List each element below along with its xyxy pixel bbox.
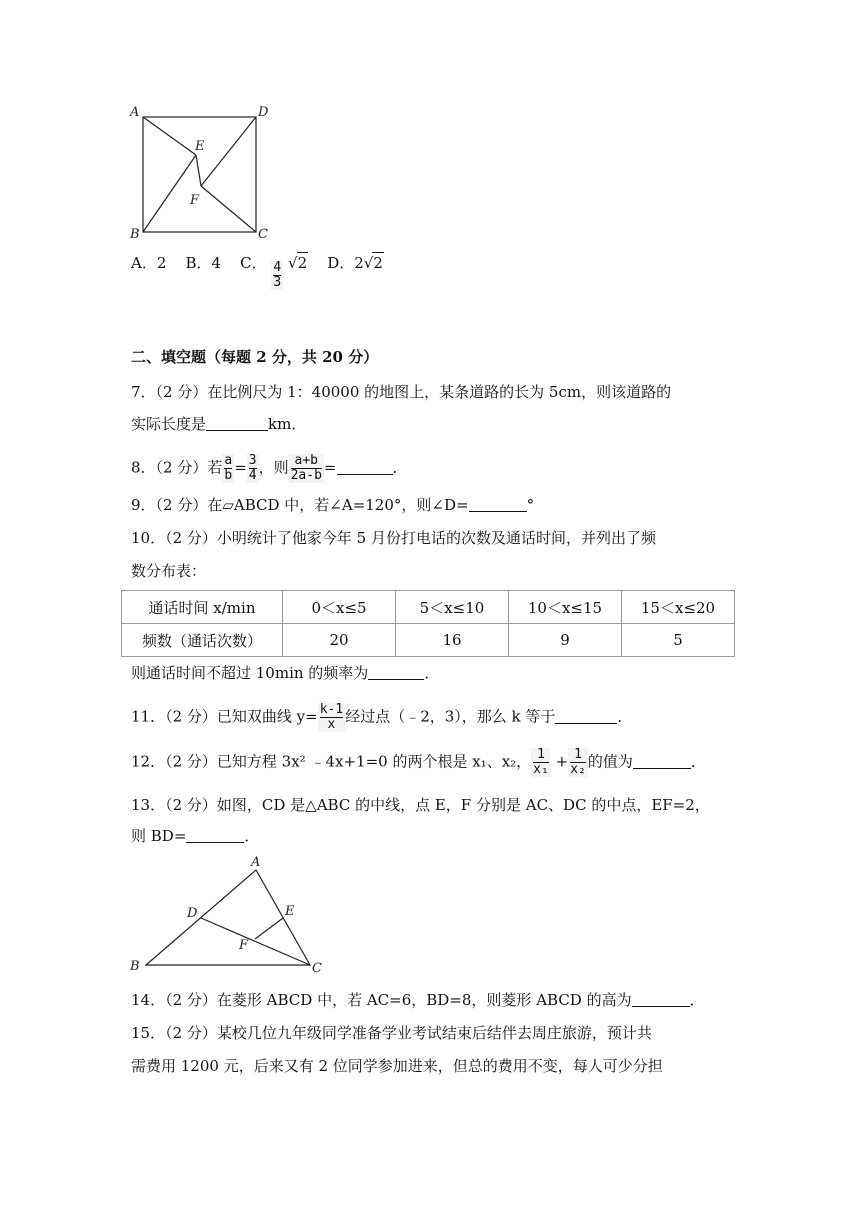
q12-post: ． — [690, 752, 706, 771]
triangle-figure — [125, 852, 335, 977]
table-cell: 9 — [509, 624, 622, 657]
q8-fraction-3-4 — [247, 454, 259, 483]
q8-prefix: 8．（2 分）若 — [131, 458, 223, 477]
fig2-label-e: E — [285, 904, 295, 919]
q12-f2-den: x₂ — [570, 762, 586, 777]
q10-after-post: ． — [424, 664, 440, 682]
table-cell: 10＜x≤15 — [509, 591, 622, 624]
q8-eq2: = — [323, 458, 337, 477]
q10-line1: 10．（2 分）小明统计了他家今年 5 月份打电话的次数及通话时间，并列出了频 — [131, 529, 656, 547]
frequency-table — [121, 590, 735, 657]
q6-options — [131, 252, 384, 290]
section-title: 二、填空题（每题 2 分，共 20 分） — [131, 348, 379, 366]
q13-line2 — [131, 826, 259, 846]
q12-line — [131, 748, 706, 777]
q8-fraction-target — [289, 454, 324, 483]
option-c-num: 4 — [273, 260, 282, 275]
q9-answer-blank[interactable] — [469, 497, 527, 512]
q13-post: ． — [244, 827, 260, 845]
option-c-den: 3 — [273, 275, 282, 290]
table-cell: 20 — [283, 624, 396, 657]
q12-prefix: 12．（2 分）已知方程 3x² ﹣4x+1=0 的两个根是 x₁、x₂， — [131, 752, 532, 771]
table-cell: 16 — [396, 624, 509, 657]
q8-mid: ，则 — [258, 458, 289, 477]
option-b: B．4 — [185, 254, 222, 272]
table-cell: 5 — [622, 624, 735, 657]
q11-mid: 经过点（﹣2，3），那么 k 等于 — [345, 707, 556, 726]
q7-text: 实际长度是 — [131, 415, 207, 433]
q11-prefix: 11．（2 分）已知双曲线 y= — [131, 707, 318, 726]
fig2-label-d: D — [187, 906, 198, 921]
q7-line2 — [131, 414, 306, 434]
option-a: A．2 — [131, 254, 167, 272]
table-cell: 通话时间 x/min — [122, 591, 283, 624]
q9-text: 9．（2 分）在▱ABCD 中，若∠A=120°，则∠D= — [131, 496, 469, 514]
q8-f1-den: b — [224, 468, 233, 483]
fig1-label-b: B — [130, 227, 140, 242]
q9-line — [131, 495, 534, 515]
q8-answer-blank[interactable] — [337, 460, 393, 475]
q7-answer-blank[interactable] — [206, 416, 268, 431]
fig2-label-f: F — [239, 938, 249, 953]
table-row — [122, 591, 735, 624]
q12-mid: 的值为 — [587, 752, 633, 771]
fig1-label-d: D — [258, 105, 269, 120]
q14-line — [131, 990, 705, 1010]
q11-post: ． — [617, 707, 633, 726]
table-row — [122, 624, 735, 657]
q11-fraction — [318, 703, 345, 732]
q10-after — [131, 663, 439, 683]
fig1-label-e: E — [195, 139, 205, 154]
option-c-sqrt-sign: √ — [288, 254, 298, 272]
q14-answer-blank[interactable] — [632, 992, 690, 1007]
q12-f1-num: 1 — [533, 748, 549, 763]
q7-unit: km． — [268, 415, 307, 433]
q12-answer-blank[interactable] — [633, 754, 691, 769]
q12-plus: + — [555, 752, 569, 771]
q11-line — [131, 703, 632, 732]
q8-post: ． — [392, 458, 408, 477]
q12-f2-num: 1 — [570, 748, 586, 763]
q15-line1: 15．（2 分）某校几位九年级同学准备学业考试结束后结伴去周庄旅游，预计共 — [131, 1024, 652, 1042]
q7-line1: 7．（2 分）在比例尺为 1：40000 的地图上，某条道路的长为 5cm，则该道路的 — [131, 383, 672, 401]
q11-num: k-1 — [319, 702, 344, 717]
q10-answer-blank[interactable] — [368, 665, 424, 680]
q14-text: 14．（2 分）在菱形 ABCD 中，若 AC=6，BD=8，则菱形 ABCD 的高为 — [131, 991, 632, 1009]
q12-fraction-2 — [568, 748, 588, 777]
fig1-label-f: F — [190, 193, 200, 208]
option-d-sqrt-sign: √ — [363, 254, 374, 272]
q11-den: x — [327, 717, 336, 732]
option-c-fraction — [271, 261, 283, 290]
q10-after-text: 则通话时间不超过 10min 的频率为 — [131, 664, 369, 682]
q8-f1-num: a — [224, 453, 233, 468]
q13-line1: 13．（2 分）如图，CD 是△ABC 的中线，点 E，F 分别是 AC、DC 的中点，EF=2， — [131, 796, 710, 814]
q9-degree: ° — [526, 496, 535, 514]
q13-text: 则 BD= — [131, 827, 187, 845]
q10-line2: 数分布表： — [131, 562, 207, 580]
q8-f2-den: 4 — [248, 468, 257, 483]
fig1-label-a: A — [130, 105, 140, 120]
q15-line2: 需费用 1200 元，后来又有 2 位同学参加进来，但总的费用不变，每人可少分担 — [131, 1057, 663, 1075]
fig2-label-c: C — [312, 961, 322, 976]
option-c-prefix: C． — [240, 254, 267, 272]
option-d-root: 2 — [373, 254, 383, 272]
q11-answer-blank[interactable] — [555, 709, 617, 724]
q8-line — [131, 454, 408, 483]
q8-f3-num: a+b — [291, 454, 322, 469]
table-cell: 5＜x≤10 — [396, 591, 509, 624]
option-d-prefix: D．2 — [327, 254, 364, 272]
fig2-label-b: B — [130, 959, 140, 974]
q8-fraction-a-b — [222, 454, 234, 483]
square-figure — [125, 100, 275, 245]
fig2-label-a: A — [251, 855, 261, 870]
option-c-root: 2 — [297, 254, 308, 272]
q13-answer-blank[interactable] — [186, 828, 244, 843]
fig1-label-c: C — [258, 227, 268, 242]
q12-f1-den: x₁ — [533, 762, 549, 777]
table-cell: 频数（通话次数） — [122, 624, 283, 657]
q14-post: ． — [689, 991, 705, 1009]
q8-f2-num: 3 — [248, 453, 257, 468]
q12-fraction-1 — [531, 748, 551, 777]
q8-f3-den: 2a-b — [290, 468, 322, 483]
q8-eq: = — [234, 458, 247, 477]
table-cell: 0＜x≤5 — [283, 591, 396, 624]
table-cell: 15＜x≤20 — [622, 591, 735, 624]
